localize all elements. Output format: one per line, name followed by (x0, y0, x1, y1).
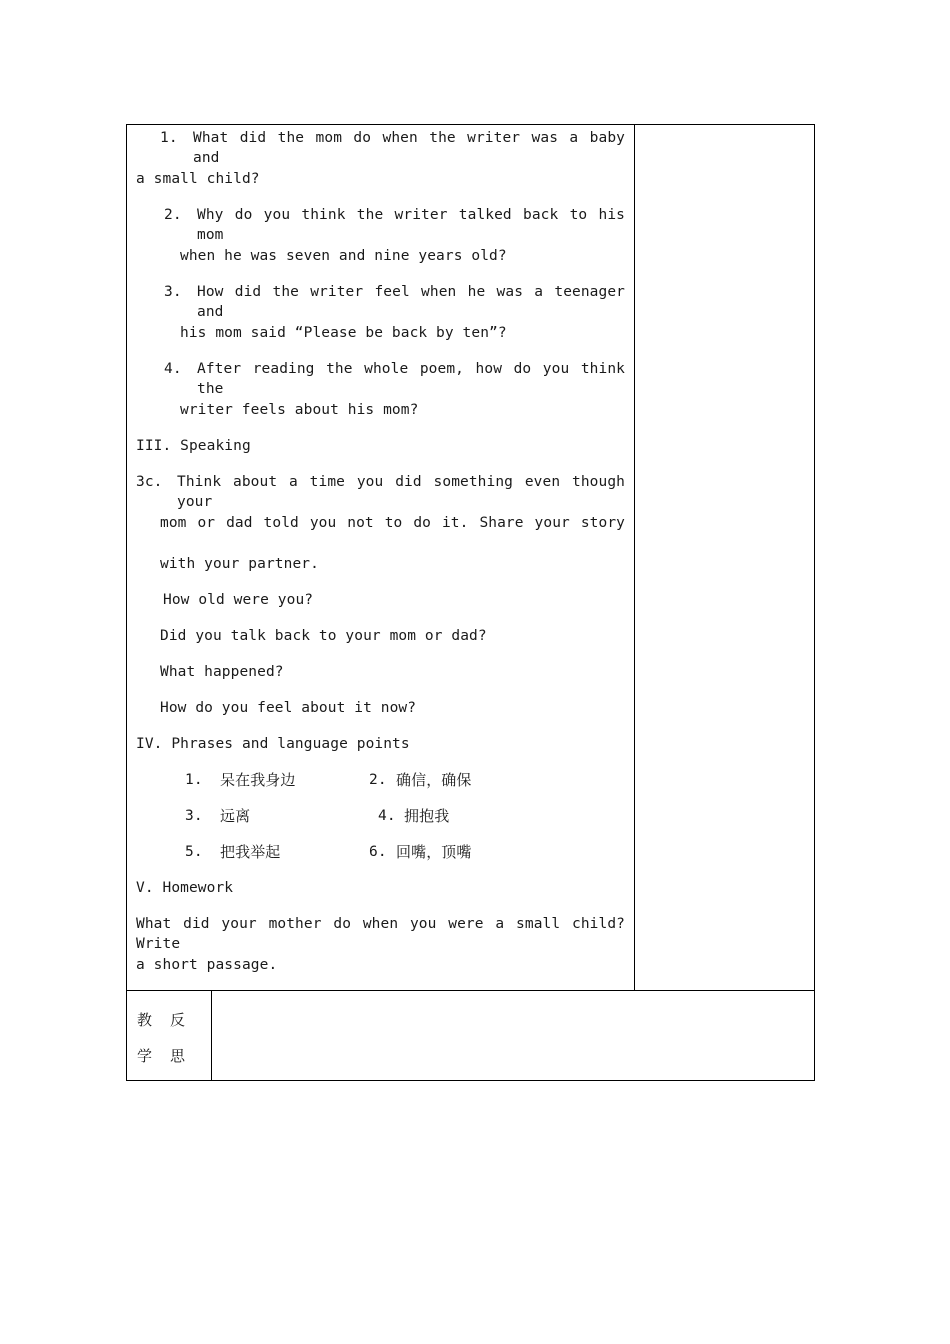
phrase-number: 3. (185, 808, 203, 824)
phrase-text: 拥抱我 (404, 807, 450, 825)
homework-line2: a short passage. (136, 957, 278, 973)
speaking-task-line2: mom or dad told you not to do it. Share your story (160, 515, 625, 531)
speaking-prompt: What happened? (160, 664, 284, 680)
reflection-label-char: 反 (170, 1011, 186, 1029)
phrase-number: 2. (369, 772, 387, 788)
homework-line1: What did your mother do when you were a small child? Write (136, 916, 625, 952)
question-1-number: 1. (160, 130, 178, 146)
speaking-task-line1: Think about a time you did something even though your (177, 474, 625, 510)
speaking-prompt: How old were you? (163, 592, 314, 608)
speaking-prompt: Did you talk back to your mom or dad? (160, 628, 487, 644)
reflection-label-char: 学 (137, 1047, 153, 1065)
question-1-line1: What did the mom do when the writer was a baby and (193, 130, 625, 166)
phrase-text: 呆在我身边 (220, 771, 296, 789)
table-column-divider (634, 124, 635, 991)
speaking-task-line3: with your partner. (160, 556, 319, 572)
question-2-line1: Why do you think the writer talked back to his mom (197, 207, 625, 243)
phrase-text: 远离 (220, 807, 251, 825)
question-3-line1: How did the writer feel when he was a teenager and (197, 284, 625, 320)
phrase-number: 4. (378, 808, 396, 824)
phrase-number: 1. (185, 772, 203, 788)
phrase-number: 6. (369, 844, 387, 860)
table-row-divider (126, 990, 815, 991)
question-1-line2: a small child? (136, 171, 260, 187)
section-phrases-heading: IV. Phrases and language points (136, 736, 410, 752)
phrase-text: 回嘴，顶嘴 (396, 843, 472, 861)
reflection-label-char: 思 (170, 1047, 186, 1065)
question-4-line2: writer feels about his mom? (180, 402, 419, 418)
question-2-number: 2. (164, 207, 182, 223)
phrase-text: 确信，确保 (396, 771, 472, 789)
reflection-label-char: 教 (137, 1011, 153, 1029)
question-2-line2: when he was seven and nine years old? (180, 248, 507, 264)
section-homework-heading: V. Homework (136, 880, 234, 896)
speaking-prompt: How do you feel about it now? (160, 700, 417, 716)
speaking-task-label: 3c. (136, 474, 163, 490)
section-speaking-heading: III. Speaking (136, 438, 251, 454)
reflection-label-divider (211, 990, 212, 1081)
phrase-number: 5. (185, 844, 203, 860)
phrase-text: 把我举起 (220, 843, 281, 861)
question-3-number: 3. (164, 284, 182, 300)
question-4-number: 4. (164, 361, 182, 377)
question-3-line2: his mom said “Please be back by ten”? (180, 325, 507, 341)
question-4-line1: After reading the whole poem, how do you think the (197, 361, 625, 397)
